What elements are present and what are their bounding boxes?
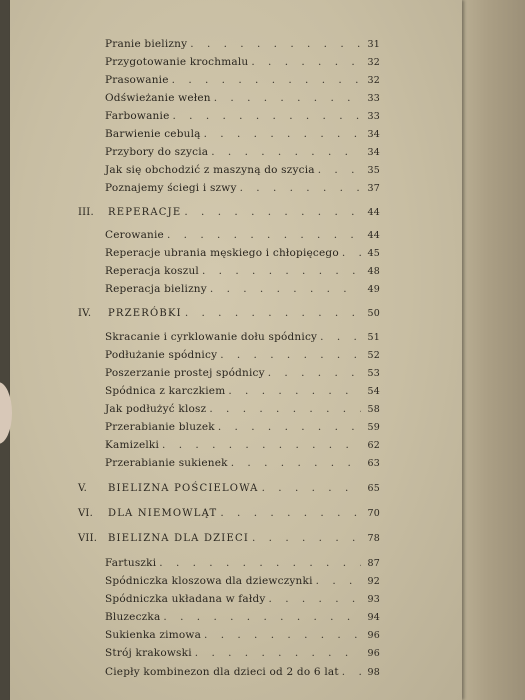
page-number: 49	[367, 284, 380, 295]
toc-entry-row	[105, 246, 380, 260]
chapter-title: PRZERÓBKI	[108, 308, 182, 319]
entry-title: Spódnica z karczkiem	[105, 385, 226, 397]
page-number: 51	[367, 332, 380, 343]
toc-entry-row	[105, 163, 380, 177]
page-number: 45	[367, 248, 380, 259]
dot-leader	[209, 402, 361, 416]
page-number: 96	[367, 648, 380, 659]
entry-title: Skracanie i cyrklowanie dołu spódnicy	[105, 331, 318, 343]
dot-leader	[202, 264, 361, 278]
page-number: 44	[367, 230, 380, 241]
chapter-number: IV.	[78, 308, 92, 319]
dot-leader	[204, 628, 361, 642]
dot-leader	[185, 306, 361, 320]
dot-leader	[269, 592, 361, 606]
dot-leader	[204, 127, 361, 141]
entry-title: Poznajemy ściegi i szwy	[105, 182, 237, 194]
page-number: 58	[367, 404, 380, 415]
page-number: 63	[367, 458, 380, 469]
entry-title: Pranie bielizny	[105, 38, 188, 50]
entry-title: Strój krakowski	[105, 647, 192, 659]
page-number: 37	[367, 183, 380, 194]
entry-title: Cerowanie	[105, 229, 164, 241]
chapter-title: REPERACJE	[108, 207, 182, 218]
toc-entry-row	[105, 37, 380, 51]
dot-leader	[214, 91, 361, 105]
chapter-title: BIELIZNA POŚCIELOWA	[108, 483, 259, 494]
page-number: 65	[367, 483, 380, 494]
entry-title: Farbowanie	[105, 110, 170, 122]
entry-title: Podłużanie spódnicy	[105, 349, 218, 361]
dot-leader	[252, 531, 361, 545]
dot-leader	[190, 37, 361, 51]
toc-chapter-row	[78, 506, 380, 520]
toc-entry-row	[105, 384, 380, 398]
entry-title: Reperacja koszul	[105, 265, 199, 277]
toc-entry-row	[105, 55, 380, 69]
entry-title: Przybory do szycia	[105, 146, 209, 158]
entry-title: Spódniczka kloszowa dla dziewczynki	[105, 575, 313, 587]
toc-entry-row	[105, 109, 380, 123]
entry-title: Spódniczka układana w fałdy	[105, 593, 266, 605]
toc-entry-row	[105, 264, 380, 278]
entry-title: Barwienie cebulą	[105, 128, 201, 140]
entry-title: Kamizelki	[105, 439, 160, 451]
entry-title: Poszerzanie prostej spódnicy	[105, 367, 265, 379]
entry-title: Odświeżanie wełen	[105, 92, 211, 104]
page-number: 48	[367, 266, 380, 277]
dot-leader	[163, 610, 361, 624]
dot-leader	[162, 438, 361, 452]
page-number: 33	[367, 93, 380, 104]
toc-entry-row	[105, 127, 380, 141]
toc-entry-row	[105, 282, 380, 296]
toc-entry-row	[105, 228, 380, 242]
table-of-contents	[10, 0, 462, 700]
dot-leader	[262, 481, 361, 495]
book-page	[10, 0, 462, 700]
toc-entry-row	[105, 145, 380, 159]
dot-leader	[251, 55, 361, 69]
entry-title: Reperacja bielizny	[105, 283, 207, 295]
page-number: 34	[367, 147, 380, 158]
dot-leader	[231, 456, 361, 470]
toc-entry-row	[105, 646, 380, 660]
toc-entry-row	[105, 574, 380, 588]
dot-leader	[167, 228, 361, 242]
page-number: 94	[367, 612, 380, 623]
toc-chapter-row	[78, 306, 380, 320]
chapter-title: BIELIZNA DLA DZIECI	[108, 533, 249, 544]
chapter-number: V.	[78, 483, 88, 494]
page-number: 50	[367, 308, 380, 319]
dot-leader	[172, 73, 361, 87]
dot-leader	[320, 330, 361, 344]
toc-entry-row	[105, 330, 380, 344]
entry-title: Jak się obchodzić z maszyną do szycia	[105, 164, 315, 176]
page-number: 44	[367, 207, 380, 218]
page-number: 87	[367, 558, 380, 569]
toc-entry-row	[105, 181, 380, 195]
entry-title: Sukienka zimowa	[105, 629, 202, 641]
page-number: 32	[367, 75, 380, 86]
dot-leader	[218, 420, 361, 434]
page-number: 96	[367, 630, 380, 641]
next-page-edge	[462, 0, 525, 700]
dot-leader	[316, 574, 361, 588]
toc-entry-row	[105, 628, 380, 642]
page-number: 33	[367, 111, 380, 122]
toc-entry-row	[105, 438, 380, 452]
page-number: 31	[367, 39, 380, 50]
toc-chapter-row	[78, 481, 380, 495]
dot-leader	[240, 181, 361, 195]
page-number: 32	[367, 57, 380, 68]
chapter-number: III.	[78, 207, 94, 218]
page-number: 52	[367, 350, 380, 361]
chapter-number: VI.	[78, 508, 93, 519]
entry-title: Bluzeczka	[105, 611, 161, 623]
toc-entry-row	[105, 610, 380, 624]
dot-leader	[318, 163, 361, 177]
dot-leader	[342, 246, 361, 260]
toc-entry-row	[105, 420, 380, 434]
entry-title: Przerabianie sukienek	[105, 457, 228, 469]
page-number: 92	[367, 576, 380, 587]
toc-entry-row	[105, 592, 380, 606]
page-number: 53	[367, 368, 380, 379]
toc-chapter-row	[78, 205, 380, 219]
entry-title: Fartuszki	[105, 557, 157, 569]
chapter-title: DLA NIEMOWLĄT	[108, 508, 218, 519]
toc-entry-row	[105, 665, 380, 679]
entry-title: Przygotowanie krochmalu	[105, 56, 249, 68]
dot-leader	[184, 205, 361, 219]
toc-entry-row	[105, 366, 380, 380]
toc-entry-row	[105, 402, 380, 416]
toc-entry-row	[105, 73, 380, 87]
entry-title: Przerabianie bluzek	[105, 421, 215, 433]
page-number: 54	[367, 386, 380, 397]
entry-title: Ciepły kombinezon dla dzieci od 2 do 6 lat	[105, 666, 339, 678]
toc-entry-row	[105, 456, 380, 470]
toc-entry-row	[105, 348, 380, 362]
page-number: 34	[367, 129, 380, 140]
page-number: 98	[367, 667, 380, 678]
page-number: 35	[367, 165, 380, 176]
chapter-number: VII.	[78, 533, 98, 544]
toc-chapter-row	[78, 531, 380, 545]
dot-leader	[211, 145, 361, 159]
dot-leader	[172, 109, 361, 123]
dot-leader	[228, 384, 361, 398]
dot-leader	[220, 506, 361, 520]
page-number: 93	[367, 594, 380, 605]
dot-leader	[195, 646, 361, 660]
page-number: 70	[367, 508, 380, 519]
toc-entry-row	[105, 91, 380, 105]
dot-leader	[159, 556, 361, 570]
entry-title: Prasowanie	[105, 74, 169, 86]
toc-entry-row	[105, 556, 380, 570]
dot-leader	[210, 282, 361, 296]
entry-title: Jak podłużyć klosz	[105, 403, 207, 415]
dot-leader	[342, 665, 361, 679]
dot-leader	[220, 348, 361, 362]
entry-title: Reperacje ubrania męskiego i chłopięcego	[105, 247, 339, 259]
dot-leader	[268, 366, 361, 380]
page-number: 78	[367, 533, 380, 544]
page-number: 59	[367, 422, 380, 433]
page-number: 62	[367, 440, 380, 451]
